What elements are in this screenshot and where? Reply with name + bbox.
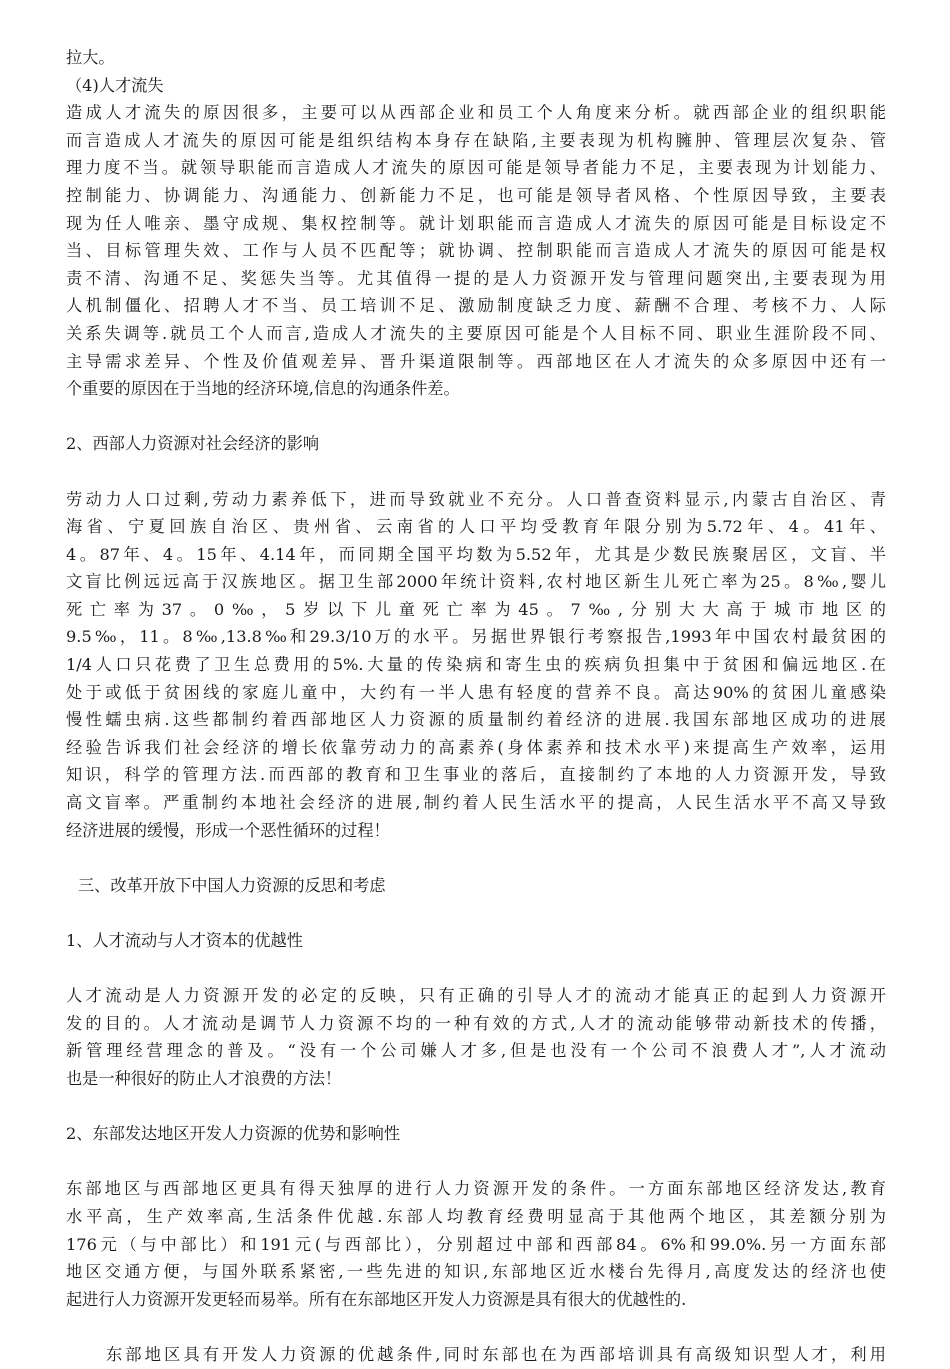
heading-2 <box>66 430 886 458</box>
text-line: 东部地区具有开发人力资源的优越条件,同时东部也在为西部培训具有高级知识型人才，利用 <box>106 1344 886 1364</box>
text-line: 发的目的。人才流动是调节人力资源不均的一种有效的方式,人才的流动能够带动新技术的传播， <box>66 1013 886 1033</box>
section-heading: 1、人才流动与人才资本的优越性 <box>66 931 303 950</box>
section-3-heading <box>66 872 886 900</box>
text-line: 海省、宁夏回族自治区、贵州省、云南省的人口平均受教育年限分别为5.72年、4。41年、 <box>66 517 886 537</box>
text-line: 知识，科学的管理方法.而西部的教育和卫生事业的落后，直接制约了本地的人力资源开发，导致 <box>66 765 886 785</box>
text-line: 人才流动是人力资源开发的必定的反映，只有正确的引导人才的流动才能真正的起到人力资源开 <box>66 986 886 1006</box>
text-line: 起进行人力资源开发更轻而易举。所有在东部地区开发人力资源是具有很大的优越性的. <box>66 1289 687 1309</box>
document-page <box>66 44 886 1369</box>
text-line: 慢性蠕虫病.这些都制约着西部地区人力资源的质量制约着经济的进展.我国东部地区成功的进展 <box>66 710 886 730</box>
section-4-heading <box>66 72 886 100</box>
section-4-paragraph <box>66 99 886 403</box>
text-line: 控制能力、协调能力、沟通能力、创新能力不足，也可能是领导者风格、个性原因导致，主要表 <box>66 185 886 205</box>
text-line: 当、目标管理失效、工作与人员不匹配等；就协调、控制职能而言造成人才流失的原因可能是权 <box>66 241 886 261</box>
text-line: 造成人才流失的原因很多，主要可以从西部企业和员工个人角度来分析。就西部企业的组织职能 <box>66 103 886 123</box>
text-line: 而言造成人才流失的原因可能是组织结构本身存在缺陷,主要表现为机构臃肿、管理层次复杂、管 <box>66 130 886 150</box>
text-line: 高文盲率。严重制约本地社会经济的进展,制约着人民生活水平的提高，人民生活水平不高又导致 <box>66 793 886 813</box>
paragraph-3-2 <box>66 1175 886 1313</box>
spacer <box>66 1093 886 1121</box>
text-line: 关系失调等.就员工个人而言,造成人才流失的主要原因可能是个人目标不同、职业生涯阶段不同、 <box>66 323 886 343</box>
spacer <box>66 1313 886 1341</box>
text-line: 现为任人唯亲、墨守成规、集权控制等。就计划职能而言造成人才流失的原因可能是目标设定不 <box>66 213 886 233</box>
section-4-tail-text <box>66 44 886 72</box>
heading-3-1 <box>66 927 886 955</box>
text-line: 死亡率为37。0‰，5岁以下儿童死亡率为45。7‰,分别大大高于城市地区的 <box>66 599 886 619</box>
text-line: 人机制僵化、招聘人才不当、员工培训不足、激励制度缺乏力度、薪酬不合理、考核不力、人际 <box>66 296 886 316</box>
spacer <box>66 899 886 927</box>
text-line: 9.5‰，11。8‰,13.8‰和29.3/10万的水平。另据世界银行考察报告,1993年中国农村最贫困的 <box>66 627 886 647</box>
text-line: 劳动力人口过剩,劳动力素养低下，进而导致就业不充分。人口普查资料显示,内蒙古自治区、青 <box>66 489 886 509</box>
spacer <box>66 403 886 431</box>
text-line: 理力度不当。就领导职能而言造成人才流失的原因可能是领导者能力不足，主要表现为计划能力、 <box>66 158 886 178</box>
spacer <box>66 458 886 486</box>
text-line: 176元（与中部比）和191元(与西部比），分别超过中部和西部84。6%和99.0%.另一方面东部 <box>66 1234 886 1254</box>
section-heading: 三、改革开放下中国人力资源的反思和考虑 <box>78 875 386 895</box>
text-line: 文盲比例远远高于汉族地区。据卫生部2000年统计资料,农村地区新生儿死亡率为25。8‰,婴儿 <box>66 572 886 592</box>
text-line: 经验告诉我们社会经济的增长依靠劳动力的高素养(身体素养和技术水平)来提高生产效率，运用 <box>66 737 886 757</box>
subheading-text: （4)人才流失 <box>66 75 164 95</box>
text-line: 水平高，生产效率高,生活条件优越.东部人均教育经费明显高于其他两个地区，其差额分别为 <box>66 1206 886 1226</box>
text-line: 地区交通方便，与国外联系紧密,一些先进的知识,东部地区近水楼台先得月,高度发达的经济也使 <box>66 1262 886 1282</box>
paragraph-3-1 <box>66 982 886 1092</box>
text-line: 也是一种很好的防止人才浪费的方法！ <box>66 1068 342 1088</box>
text-line: 4。87年、4。15年、4.14年，而同期全国平均数为5.52年，尤其是少数民族聚居区，文盲、半 <box>66 544 886 564</box>
text-line: 1/4人口只花费了卫生总费用的5%.大量的传染病和寄生虫的疾病负担集中于贫困和偏远地区.在 <box>66 655 886 675</box>
section-heading: 2、东部发达地区开发人力资源的优势和影响性 <box>66 1124 401 1144</box>
text-line: 主导需求差异、个性及价值观差异、晋升渠道限制等。西部地区在人才流失的众多原因中还有一 <box>66 351 886 371</box>
heading-3-2 <box>66 1120 886 1148</box>
text-line: 东部地区与西部地区更具有得天独厚的进行人力资源开发的条件。一方面东部地区经济发达,教育 <box>66 1179 886 1199</box>
text-line: 新管理经营理念的普及。“没有一个公司嫌人才多,但是也没有一个公司不浪费人才”,人才流动 <box>66 1041 886 1061</box>
text-line: 经济进展的缓慢，形成一个恶性循环的过程！ <box>66 820 390 840</box>
text-line: 处于或低于贫困线的家庭儿童中，大约有一半人患有轻度的营养不良。高达90%的贫困儿童感染 <box>66 682 886 702</box>
spacer <box>66 1148 886 1176</box>
paragraph-2 <box>66 486 886 845</box>
section-heading: 2、西部人力资源对社会经济的影响 <box>66 434 320 454</box>
text-line: 责不清、沟通不足、奖惩失当等。尤其值得一提的是人力资源开发与管理问题突出,主要表现为用 <box>66 268 886 288</box>
text-line: 个重要的原因在于当地的经济环境,信息的沟通条件差。 <box>66 379 460 399</box>
spacer <box>66 844 886 872</box>
text-line: 拉大。 <box>66 48 115 67</box>
paragraph-last <box>66 1341 886 1369</box>
spacer <box>66 955 886 983</box>
